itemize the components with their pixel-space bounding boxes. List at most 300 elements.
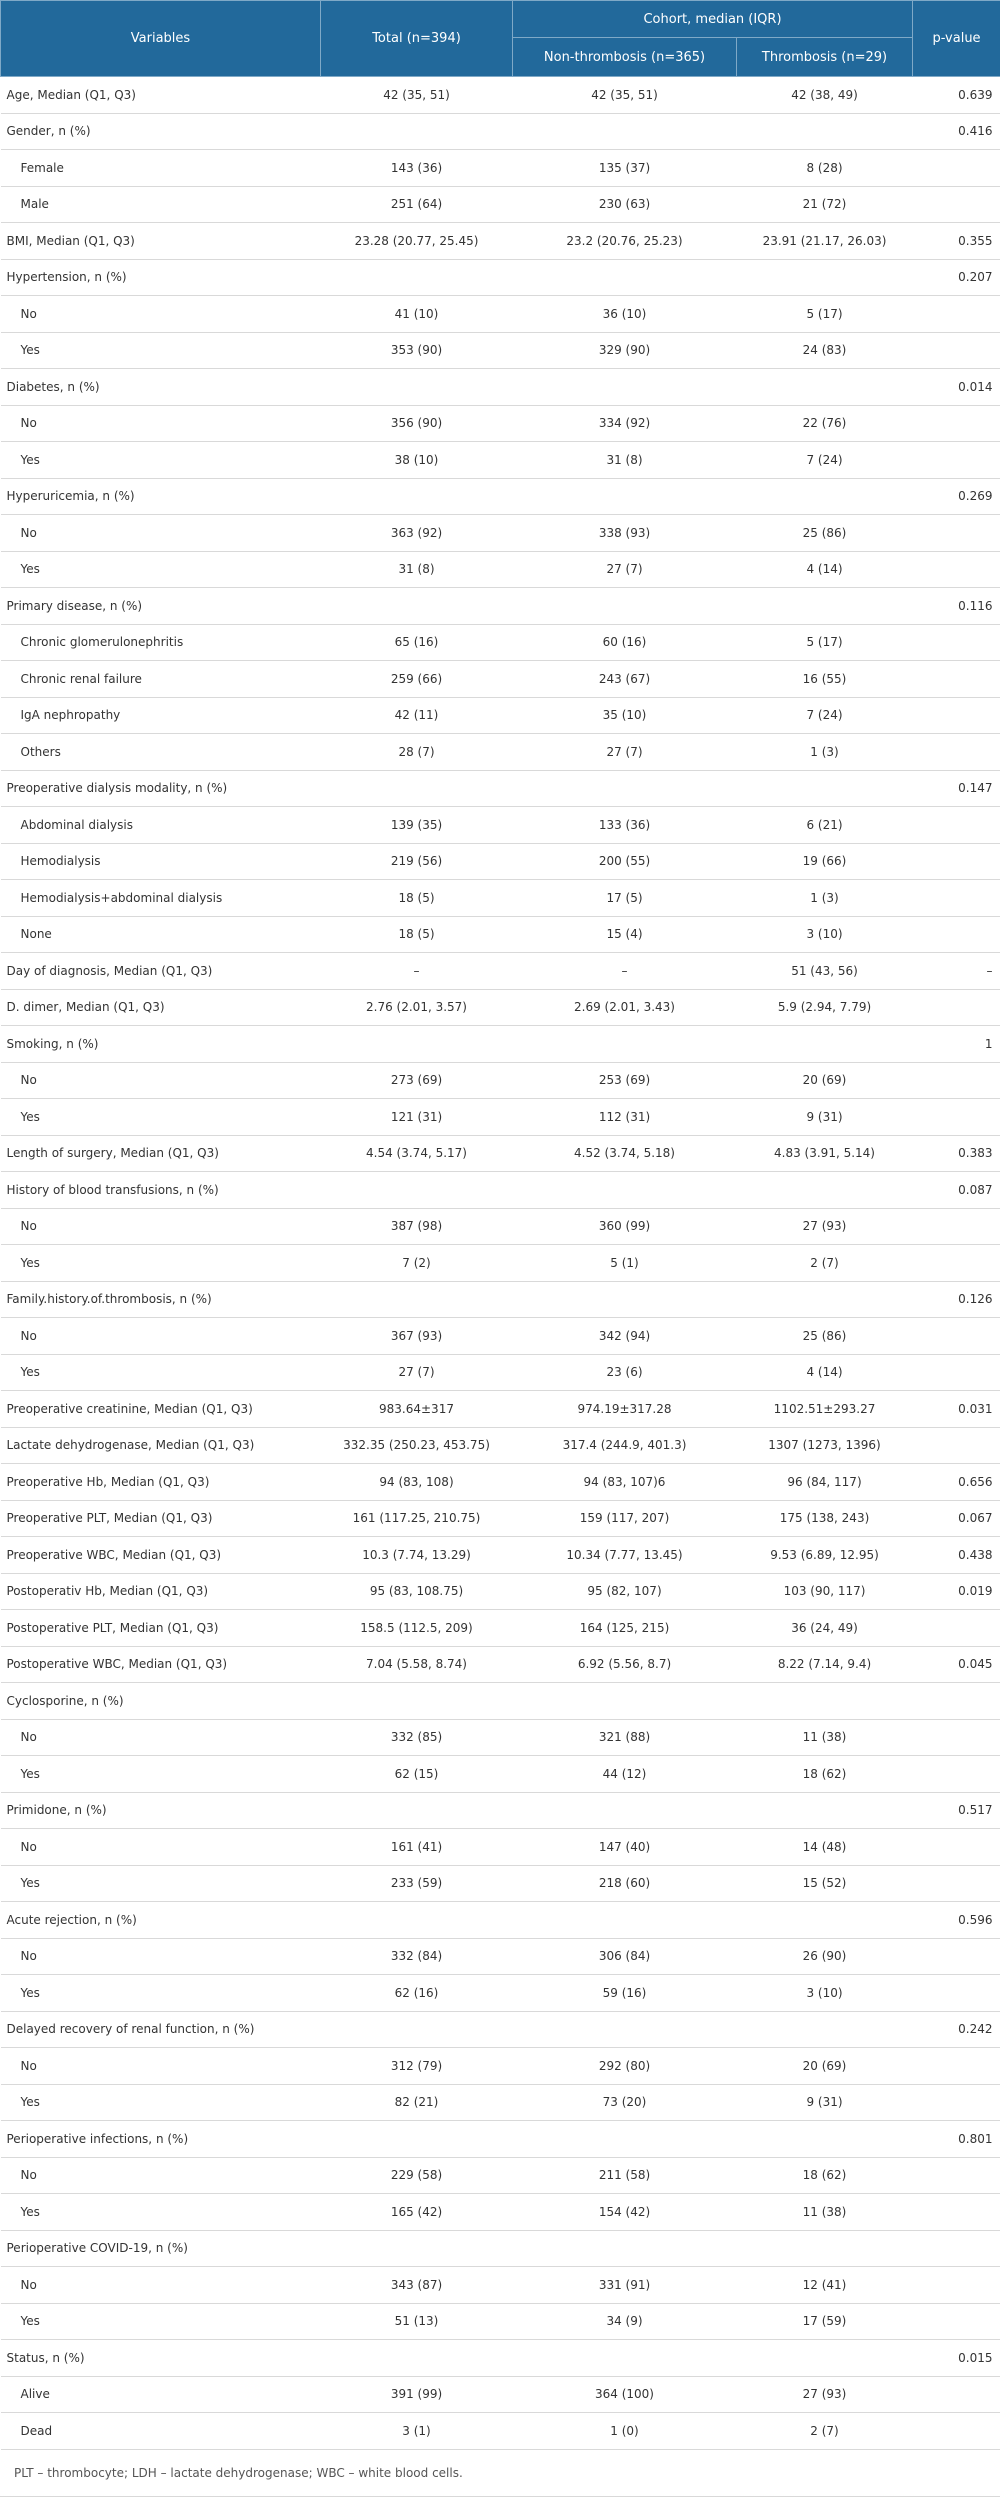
cell-p-value: 0.242	[913, 2011, 1000, 2048]
cell-p-value	[913, 2413, 1000, 2450]
cell-non-thrombosis	[513, 113, 737, 150]
cell-thrombosis: 1 (3)	[737, 734, 913, 771]
cell-thrombosis	[737, 1902, 913, 1939]
cell-non-thrombosis	[513, 1026, 737, 1063]
cell-thrombosis: 1 (3)	[737, 880, 913, 917]
cell-thrombosis: 4 (14)	[737, 1354, 913, 1391]
cell-p-value: 0.801	[913, 2121, 1000, 2158]
header-thrombosis: Thrombosis (n=29)	[737, 38, 913, 77]
cell-non-thrombosis: 27 (7)	[513, 551, 737, 588]
cell-thrombosis: 5 (17)	[737, 624, 913, 661]
cell-total: 94 (83, 108)	[321, 1464, 513, 1501]
cell-thrombosis: 18 (62)	[737, 2157, 913, 2194]
cell-variable: Perioperative COVID-19, n (%)	[1, 2230, 321, 2267]
cell-p-value	[913, 697, 1000, 734]
cell-non-thrombosis: 2.69 (2.01, 3.43)	[513, 989, 737, 1026]
cell-thrombosis: 21 (72)	[737, 186, 913, 223]
cell-p-value: 0.438	[913, 1537, 1000, 1574]
cell-total	[321, 2340, 513, 2377]
cell-total: 3 (1)	[321, 2413, 513, 2450]
cell-p-value: 0.147	[913, 770, 1000, 807]
cell-total: 10.3 (7.74, 13.29)	[321, 1537, 513, 1574]
cell-variable: Yes	[1, 1099, 321, 1136]
table-row	[1, 1756, 1000, 1793]
cell-total: 251 (64)	[321, 186, 513, 223]
cell-variable: Preoperative dialysis modality, n (%)	[1, 770, 321, 807]
cell-non-thrombosis: 364 (100)	[513, 2376, 737, 2413]
cell-thrombosis: 1102.51±293.27	[737, 1391, 913, 1428]
cell-total: 983.64±317	[321, 1391, 513, 1428]
cell-non-thrombosis: 44 (12)	[513, 1756, 737, 1793]
table-row	[1, 880, 1000, 917]
cell-non-thrombosis: 60 (16)	[513, 624, 737, 661]
table-row	[1, 1792, 1000, 1829]
cell-p-value	[913, 1975, 1000, 2012]
cell-non-thrombosis	[513, 1683, 737, 1720]
cell-variable: Hypertension, n (%)	[1, 259, 321, 296]
table-row	[1, 1938, 1000, 1975]
cell-variable: Day of diagnosis, Median (Q1, Q3)	[1, 953, 321, 990]
cell-variable: Chronic glomerulonephritis	[1, 624, 321, 661]
cell-thrombosis	[737, 770, 913, 807]
table-header	[1, 1, 1000, 77]
table-row	[1, 551, 1000, 588]
cell-variable: Alive	[1, 2376, 321, 2413]
cell-total	[321, 2121, 513, 2158]
table-row	[1, 1646, 1000, 1683]
cell-thrombosis: 12 (41)	[737, 2267, 913, 2304]
cell-total: 332 (84)	[321, 1938, 513, 1975]
cell-thrombosis: 51 (43, 56)	[737, 953, 913, 990]
cell-total	[321, 770, 513, 807]
cell-non-thrombosis: –	[513, 953, 737, 990]
header-total: Total (n=394)	[321, 1, 513, 77]
cell-variable: Hyperuricemia, n (%)	[1, 478, 321, 515]
cell-total: 363 (92)	[321, 515, 513, 552]
cell-total: 2.76 (2.01, 3.57)	[321, 989, 513, 1026]
cell-non-thrombosis: 10.34 (7.77, 13.45)	[513, 1537, 737, 1574]
cell-p-value: 0.355	[913, 223, 1000, 260]
cell-variable: Others	[1, 734, 321, 771]
cell-total: 165 (42)	[321, 2194, 513, 2231]
cell-total	[321, 1172, 513, 1209]
cell-variable: Diabetes, n (%)	[1, 369, 321, 406]
cell-thrombosis: 11 (38)	[737, 2194, 913, 2231]
cell-total: 143 (36)	[321, 150, 513, 187]
cell-thrombosis: 25 (86)	[737, 515, 913, 552]
table-row	[1, 478, 1000, 515]
table-row	[1, 2084, 1000, 2121]
cell-p-value: 0.067	[913, 1500, 1000, 1537]
cell-non-thrombosis: 154 (42)	[513, 2194, 737, 2231]
table-row	[1, 2413, 1000, 2450]
table-row	[1, 1062, 1000, 1099]
cell-non-thrombosis: 94 (83, 107)6	[513, 1464, 737, 1501]
cell-p-value	[913, 1062, 1000, 1099]
cell-total: 273 (69)	[321, 1062, 513, 1099]
cell-variable: Length of surgery, Median (Q1, Q3)	[1, 1135, 321, 1172]
cell-p-value: 0.596	[913, 1902, 1000, 1939]
cell-total	[321, 1792, 513, 1829]
cell-variable: Gender, n (%)	[1, 113, 321, 150]
cell-non-thrombosis: 27 (7)	[513, 734, 737, 771]
cell-thrombosis: 19 (66)	[737, 843, 913, 880]
cell-total: 62 (16)	[321, 1975, 513, 2012]
cell-p-value: 0.015	[913, 2340, 1000, 2377]
cell-p-value	[913, 2376, 1000, 2413]
cell-p-value	[913, 2194, 1000, 2231]
cell-total	[321, 1026, 513, 1063]
table-row	[1, 150, 1000, 187]
cell-p-value	[913, 734, 1000, 771]
cell-thrombosis: 2 (7)	[737, 2413, 913, 2450]
cell-thrombosis: 11 (38)	[737, 1719, 913, 1756]
cell-p-value	[913, 332, 1000, 369]
cell-variable: Postoperative WBC, Median (Q1, Q3)	[1, 1646, 321, 1683]
table-row	[1, 1610, 1000, 1647]
cell-variable: Preoperative PLT, Median (Q1, Q3)	[1, 1500, 321, 1537]
cell-variable: Female	[1, 150, 321, 187]
table-row	[1, 1281, 1000, 1318]
table-row	[1, 77, 1000, 114]
table-row	[1, 2340, 1000, 2377]
table-row	[1, 1427, 1000, 1464]
cell-total: 367 (93)	[321, 1318, 513, 1355]
table-row	[1, 259, 1000, 296]
table-row	[1, 1135, 1000, 1172]
cell-variable: Primidone, n (%)	[1, 1792, 321, 1829]
cell-total: 387 (98)	[321, 1208, 513, 1245]
cell-p-value	[913, 186, 1000, 223]
cell-variable: Status, n (%)	[1, 2340, 321, 2377]
table-row	[1, 369, 1000, 406]
cell-thrombosis	[737, 369, 913, 406]
cell-p-value	[913, 1427, 1000, 1464]
cell-total: 23.28 (20.77, 25.45)	[321, 223, 513, 260]
table-row	[1, 515, 1000, 552]
cell-non-thrombosis	[513, 770, 737, 807]
cell-non-thrombosis: 73 (20)	[513, 2084, 737, 2121]
cell-p-value	[913, 989, 1000, 1026]
header-non-thrombosis: Non-thrombosis (n=365)	[513, 38, 737, 77]
cell-thrombosis	[737, 113, 913, 150]
cell-non-thrombosis	[513, 2340, 737, 2377]
cell-non-thrombosis: 31 (8)	[513, 442, 737, 479]
cell-variable: Preoperative WBC, Median (Q1, Q3)	[1, 1537, 321, 1574]
cell-p-value: 0.416	[913, 113, 1000, 150]
table-row	[1, 734, 1000, 771]
cell-non-thrombosis: 164 (125, 215)	[513, 1610, 737, 1647]
cell-variable: No	[1, 2267, 321, 2304]
cell-thrombosis	[737, 588, 913, 625]
cell-total: 229 (58)	[321, 2157, 513, 2194]
cell-thrombosis: 20 (69)	[737, 1062, 913, 1099]
cell-total: 233 (59)	[321, 1865, 513, 1902]
table-row	[1, 223, 1000, 260]
cell-thrombosis	[737, 1792, 913, 1829]
cell-p-value: 0.639	[913, 77, 1000, 114]
cell-variable: Yes	[1, 442, 321, 479]
cell-total: 332 (85)	[321, 1719, 513, 1756]
cell-non-thrombosis	[513, 2121, 737, 2158]
table-row	[1, 2303, 1000, 2340]
cell-p-value: 0.045	[913, 1646, 1000, 1683]
cell-p-value	[913, 1245, 1000, 1282]
cell-p-value: 0.019	[913, 1573, 1000, 1610]
cell-variable: Dead	[1, 2413, 321, 2450]
cell-p-value	[913, 1354, 1000, 1391]
cell-total	[321, 588, 513, 625]
cell-p-value	[913, 880, 1000, 917]
cell-total: 391 (99)	[321, 2376, 513, 2413]
table-row	[1, 186, 1000, 223]
cell-variable: Yes	[1, 1354, 321, 1391]
cell-non-thrombosis: 34 (9)	[513, 2303, 737, 2340]
cell-total	[321, 113, 513, 150]
cell-variable: Male	[1, 186, 321, 223]
cell-p-value	[913, 2048, 1000, 2085]
cell-thrombosis: 103 (90, 117)	[737, 1573, 913, 1610]
cell-thrombosis: 16 (55)	[737, 661, 913, 698]
cell-variable: Yes	[1, 332, 321, 369]
cell-total	[321, 1902, 513, 1939]
cell-p-value: 0.383	[913, 1135, 1000, 1172]
cell-non-thrombosis	[513, 369, 737, 406]
table-row	[1, 1829, 1000, 1866]
cell-p-value	[913, 1865, 1000, 1902]
cell-p-value	[913, 1829, 1000, 1866]
cell-total: 332.35 (250.23, 453.75)	[321, 1427, 513, 1464]
cell-variable: No	[1, 405, 321, 442]
cell-non-thrombosis	[513, 2011, 737, 2048]
cell-thrombosis	[737, 1026, 913, 1063]
cell-total: 38 (10)	[321, 442, 513, 479]
table-row	[1, 661, 1000, 698]
table-row	[1, 332, 1000, 369]
table-row	[1, 1719, 1000, 1756]
cell-thrombosis: 5.9 (2.94, 7.79)	[737, 989, 913, 1026]
table-row	[1, 1026, 1000, 1063]
cell-p-value: 1	[913, 1026, 1000, 1063]
cell-p-value	[913, 551, 1000, 588]
cell-non-thrombosis: 6.92 (5.56, 8.7)	[513, 1646, 737, 1683]
cell-total: 7 (2)	[321, 1245, 513, 1282]
cell-thrombosis: 14 (48)	[737, 1829, 913, 1866]
cell-non-thrombosis: 23 (6)	[513, 1354, 737, 1391]
cell-variable: Hemodialysis	[1, 843, 321, 880]
cell-thrombosis: 27 (93)	[737, 1208, 913, 1245]
cell-non-thrombosis	[513, 1792, 737, 1829]
cell-p-value	[913, 1938, 1000, 1975]
table-row	[1, 405, 1000, 442]
cell-total	[321, 2011, 513, 2048]
table-row	[1, 1683, 1000, 1720]
cell-variable: No	[1, 1938, 321, 1975]
table-row	[1, 2157, 1000, 2194]
cell-total	[321, 478, 513, 515]
table-row	[1, 1391, 1000, 1428]
cell-p-value	[913, 1610, 1000, 1647]
table-row	[1, 2194, 1000, 2231]
cell-p-value: 0.269	[913, 478, 1000, 515]
cell-p-value	[913, 843, 1000, 880]
cell-variable: None	[1, 916, 321, 953]
cell-variable: No	[1, 1719, 321, 1756]
cell-non-thrombosis	[513, 1902, 737, 1939]
cell-variable: Acute rejection, n (%)	[1, 1902, 321, 1939]
cell-thrombosis: 7 (24)	[737, 442, 913, 479]
table-row	[1, 624, 1000, 661]
cell-p-value: 0.656	[913, 1464, 1000, 1501]
cell-non-thrombosis: 317.4 (244.9, 401.3)	[513, 1427, 737, 1464]
cell-p-value	[913, 296, 1000, 333]
cell-thrombosis	[737, 1683, 913, 1720]
cell-total: 121 (31)	[321, 1099, 513, 1136]
cell-thrombosis: 24 (83)	[737, 332, 913, 369]
cell-total: 7.04 (5.58, 8.74)	[321, 1646, 513, 1683]
cell-non-thrombosis: 36 (10)	[513, 296, 737, 333]
table-row	[1, 807, 1000, 844]
table-row	[1, 442, 1000, 479]
cell-non-thrombosis: 17 (5)	[513, 880, 737, 917]
cell-p-value: 0.116	[913, 588, 1000, 625]
cell-thrombosis: 175 (138, 243)	[737, 1500, 913, 1537]
cell-variable: No	[1, 1829, 321, 1866]
table-row	[1, 953, 1000, 990]
cell-p-value	[913, 2267, 1000, 2304]
cell-variable: Preoperative Hb, Median (Q1, Q3)	[1, 1464, 321, 1501]
cell-total: 219 (56)	[321, 843, 513, 880]
table-row	[1, 1354, 1000, 1391]
cell-non-thrombosis: 159 (117, 207)	[513, 1500, 737, 1537]
table-row	[1, 588, 1000, 625]
cell-thrombosis	[737, 1172, 913, 1209]
cell-total: 4.54 (3.74, 5.17)	[321, 1135, 513, 1172]
cell-non-thrombosis: 331 (91)	[513, 2267, 737, 2304]
cell-non-thrombosis: 321 (88)	[513, 1719, 737, 1756]
cell-variable: Lactate dehydrogenase, Median (Q1, Q3)	[1, 1427, 321, 1464]
cell-thrombosis: 23.91 (21.17, 26.03)	[737, 223, 913, 260]
cell-variable: Abdominal dialysis	[1, 807, 321, 844]
cell-non-thrombosis	[513, 259, 737, 296]
cell-non-thrombosis: 147 (40)	[513, 1829, 737, 1866]
table-row	[1, 2230, 1000, 2267]
cell-thrombosis: 96 (84, 117)	[737, 1464, 913, 1501]
cell-p-value: 0.031	[913, 1391, 1000, 1428]
cell-variable: Chronic renal failure	[1, 661, 321, 698]
cell-non-thrombosis: 112 (31)	[513, 1099, 737, 1136]
table-row	[1, 989, 1000, 1026]
cell-non-thrombosis	[513, 2230, 737, 2267]
cell-thrombosis: 2 (7)	[737, 1245, 913, 1282]
cell-thrombosis: 9.53 (6.89, 12.95)	[737, 1537, 913, 1574]
table-row	[1, 2267, 1000, 2304]
cell-p-value: 0.126	[913, 1281, 1000, 1318]
cell-total: 161 (117.25, 210.75)	[321, 1500, 513, 1537]
table-row	[1, 1245, 1000, 1282]
table-row	[1, 1172, 1000, 1209]
cell-variable: BMI, Median (Q1, Q3)	[1, 223, 321, 260]
cell-p-value	[913, 1099, 1000, 1136]
table-row	[1, 697, 1000, 734]
cell-non-thrombosis: 35 (10)	[513, 697, 737, 734]
cell-non-thrombosis: 200 (55)	[513, 843, 737, 880]
cell-thrombosis	[737, 2340, 913, 2377]
cell-variable: Hemodialysis+abdominal dialysis	[1, 880, 321, 917]
cell-thrombosis	[737, 478, 913, 515]
cell-variable: Cyclosporine, n (%)	[1, 1683, 321, 1720]
cell-total: 161 (41)	[321, 1829, 513, 1866]
cell-thrombosis	[737, 2121, 913, 2158]
table-row	[1, 1975, 1000, 2012]
cell-non-thrombosis: 5 (1)	[513, 1245, 737, 1282]
cell-p-value	[913, 2084, 1000, 2121]
cell-p-value	[913, 916, 1000, 953]
cell-thrombosis: 22 (76)	[737, 405, 913, 442]
cell-total: 356 (90)	[321, 405, 513, 442]
cell-variable: History of blood transfusions, n (%)	[1, 1172, 321, 1209]
cell-thrombosis: 3 (10)	[737, 916, 913, 953]
cell-non-thrombosis: 306 (84)	[513, 1938, 737, 1975]
cell-total: 62 (15)	[321, 1756, 513, 1793]
cell-thrombosis: 3 (10)	[737, 1975, 913, 2012]
table-row	[1, 1464, 1000, 1501]
cell-variable: No	[1, 1208, 321, 1245]
table-row	[1, 1902, 1000, 1939]
cell-variable: IgA nephropathy	[1, 697, 321, 734]
cell-total: 82 (21)	[321, 2084, 513, 2121]
cell-thrombosis: 27 (93)	[737, 2376, 913, 2413]
cell-non-thrombosis: 360 (99)	[513, 1208, 737, 1245]
cell-thrombosis: 5 (17)	[737, 296, 913, 333]
cell-thrombosis: 4.83 (3.91, 5.14)	[737, 1135, 913, 1172]
table-footnote: PLT – thrombocyte; LDH – lactate dehydrogenase; WBC – white blood cells.	[0, 2450, 1000, 2497]
cell-total	[321, 1683, 513, 1720]
cell-thrombosis: 9 (31)	[737, 1099, 913, 1136]
cell-p-value: –	[913, 953, 1000, 990]
cell-p-value: 0.014	[913, 369, 1000, 406]
table-row	[1, 1208, 1000, 1245]
cell-thrombosis: 8.22 (7.14, 9.4)	[737, 1646, 913, 1683]
cell-variable: No	[1, 515, 321, 552]
cell-p-value	[913, 661, 1000, 698]
cell-p-value	[913, 442, 1000, 479]
header-variables: Variables	[1, 1, 321, 77]
cell-total: –	[321, 953, 513, 990]
table-row	[1, 1865, 1000, 1902]
cell-thrombosis: 1307 (1273, 1396)	[737, 1427, 913, 1464]
cell-non-thrombosis	[513, 1172, 737, 1209]
cell-thrombosis: 8 (28)	[737, 150, 913, 187]
cell-variable: Yes	[1, 2084, 321, 2121]
cell-non-thrombosis	[513, 1281, 737, 1318]
cell-non-thrombosis: 15 (4)	[513, 916, 737, 953]
cell-total: 139 (35)	[321, 807, 513, 844]
cell-non-thrombosis: 59 (16)	[513, 1975, 737, 2012]
cell-variable: Yes	[1, 1756, 321, 1793]
cell-non-thrombosis: 135 (37)	[513, 150, 737, 187]
cell-total: 353 (90)	[321, 332, 513, 369]
cell-p-value	[913, 405, 1000, 442]
cell-variable: Yes	[1, 551, 321, 588]
cell-total: 51 (13)	[321, 2303, 513, 2340]
cell-total	[321, 259, 513, 296]
cell-thrombosis: 7 (24)	[737, 697, 913, 734]
cell-variable: Age, Median (Q1, Q3)	[1, 77, 321, 114]
cell-total: 158.5 (112.5, 209)	[321, 1610, 513, 1647]
cell-p-value	[913, 2230, 1000, 2267]
cell-variable: No	[1, 1062, 321, 1099]
